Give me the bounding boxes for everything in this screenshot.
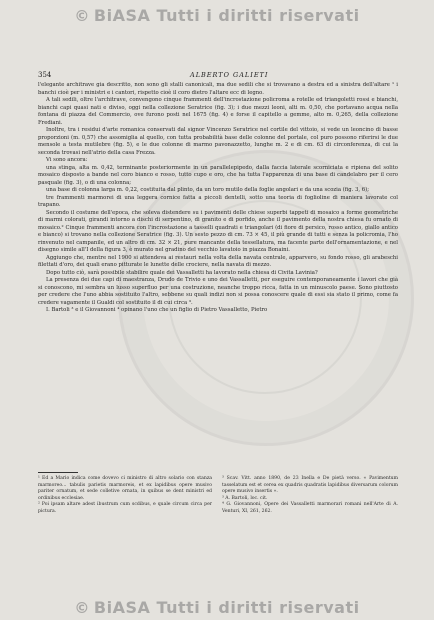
body-text [38,82,398,315]
paragraph: Inoltre, tra i residui d'arte romanica conservati dal signor Vincenzo Seratrice nel cortile del vittoio, si vede un leoncino di basse proporzioni (m. 0,57) che assomiglia al quello, con tutta probabilità base delle colonne del portale, col puro possono riferirsi le due mensole a testa mutilebre (fig. 5), e le due colonne di marmo pavonazzetto, lunghe m. 2 e di cm. 63 di circonferenza, di cui la seconda trovasi nell'atrio della casa Frezza. [38,127,398,156]
paragraph: A tali sedili, oltre l'architrave, convengono cinque frammenti dell'incrostazione policroma a rotelle ed triangoletti rossi e bianchi, bianchi capi quasi nati e diviso, oggi nella collezione Seratrice (fig. 3); i due mezzi leoni, alti m. 0,50, che portavano acqua nella fontana di piazza del Commercio, ove furono posti nel 1675 (fig. 4) e forse il capitello a gemme, alto m. 0,265, della collezione Frediani. [38,97,398,126]
paragraph: Secondo il costume dell'epoca, che soleva distendere su i pavimenti delle chiese superbi tappeti di mosaico a forme geometriche di marmi colorati, girandi intorno a dischi di serpentino, di granito e di porfido, anche il pavimento della nostra chiesa fu ornato di mosaico.² Cinque frammenti ancora con l'incrostazione a tasselli quadrati e triangolari (di fiore di persico, rosso antico, giallo antico e bianco) si trovano nella collezione Seratrice (fig. 3). Un sesto pezzo di cm. 73 × 45, il più grande di tutti e senza la policromia, l'ho rinvenuto nel campanile, ed un altro di cm. 32 × 21, pure mancante della tessellatura, ma facente parte dell'ornamentazione, e nel disegno simile all'I della figura 3, è murato nel gradino del vecchio lavatoio in piazza Bonaini. [38,209,398,253]
page-number: 354 [38,71,52,79]
paragraph: Dopo tutto ciò, sarà possibile stabilire quale dei Vassalletti ha lavorato nella chiesa di Civita Lavinia? [46,269,318,276]
watermark-text: BiASA Tutti i diritti riservati [93,598,360,617]
paragraph: tre frammenti marmorei di una leggera cornice fatta a piccoli dentelli, sotto una teoria di foglioline di maniera lavorate col trapano. [38,194,398,208]
footnote: ⁴ G. Giovannoni, Opere dei Vassalletti marmorari romani nell'Arte di A. Venturi, XI, 261, 262. [222,502,398,514]
paragraph: Vi sono ancora: [46,157,88,163]
watermark-bottom [0,598,434,617]
running-title: ALBERTO GALIETI [190,71,269,79]
copyright-icon: © [74,7,90,25]
footnote: ¹ Ed a Mario indica come dovevo ci ministro di altro solario con stanza marmoreo... tabulis parietis marmoreis, et ex lapidibus opere musivo pariter ornatum, et sede colletive ornata, in quibus se dent ministri ed ordinibus ecclesiae. [38,476,212,501]
paragraph: La presenza dei due capi di maestranza, Drudo de Trivio e uno dei Vassalletti, per eseguire contemporaneamente i lavori che già si conoscono, mi sembra un lusso superfluo per una costruzione, neanche troppo ricca, fatta in un minuscolo paese. Sono piuttosto per credere che l'uno abbia sostituito l'altro, sebbene su quali indizi non si possa conoscere quale di essi sia stato il primo, come fa credere vagamente il Gualdi col sostituito il di cui circa ³. [38,277,398,306]
paragraph: l'elegante architrave gia descritto, non sono gli stalli canonicali, ma due sedili che si trovavano a destra ed a sinistra dell'altare ¹ i banchi cioè per i ministri e i cantori, rispetto cioè il coro dietro l'altare ecc di legno. [38,82,398,96]
paragraph: I. Bartoli ³ e il Giovannoni ⁴ opinano l'uno che un figlio di Pietro Vassalletto, Pietro [46,307,268,313]
paragraph: una stinga, alta m. 0,42, terminante posteriormente in un parallelepipedo, dalla faccia laterale scorniciata e ripiena del solito mosaico disposto a bande nel coro bianco e rosso, tutto cupo e oro, che ha tutta l'apparenza di una base di candelabro per il cero pasquale (fig. 3), o di una colonna; [38,164,398,186]
paragraph: una base di colonna larga m. 0,22, costituita dal plinto, da un toro mutilo della foglie angolari e da una scozia (fig. 3, 6); [46,187,370,193]
footnote: ² Poi ipsam altare adest ibustrum cum scdibus, e quale circum circa per pictura. [38,502,212,514]
footnote: ³ Scav. Vitt. anno 1890, de 23 Inella e De pietà verso. « Pavimentum tasselatum est et cerea ex quadris quadratis lapidibus diversarum colorum opere musivo insertis ». [222,476,398,495]
footnote-separator [38,472,78,473]
copyright-icon: © [74,599,90,617]
watermark-text: BiASA Tutti i diritti riservati [93,6,360,25]
watermark-top [0,6,434,25]
footnote: ³ A. Bartoli, loc. cit. [222,495,268,501]
paragraph: Aggiungo che, mentre nel 1900 si attendeva ai restauri nella volta della navata centrale, apparvero, su fondo rosso, gli arabeschi filettati d'oro, dei quali erano pitturate le lunette delle crociere, nella navata di mezzo. [38,254,398,268]
footnotes-left [38,476,212,516]
footnotes-right [222,476,398,516]
